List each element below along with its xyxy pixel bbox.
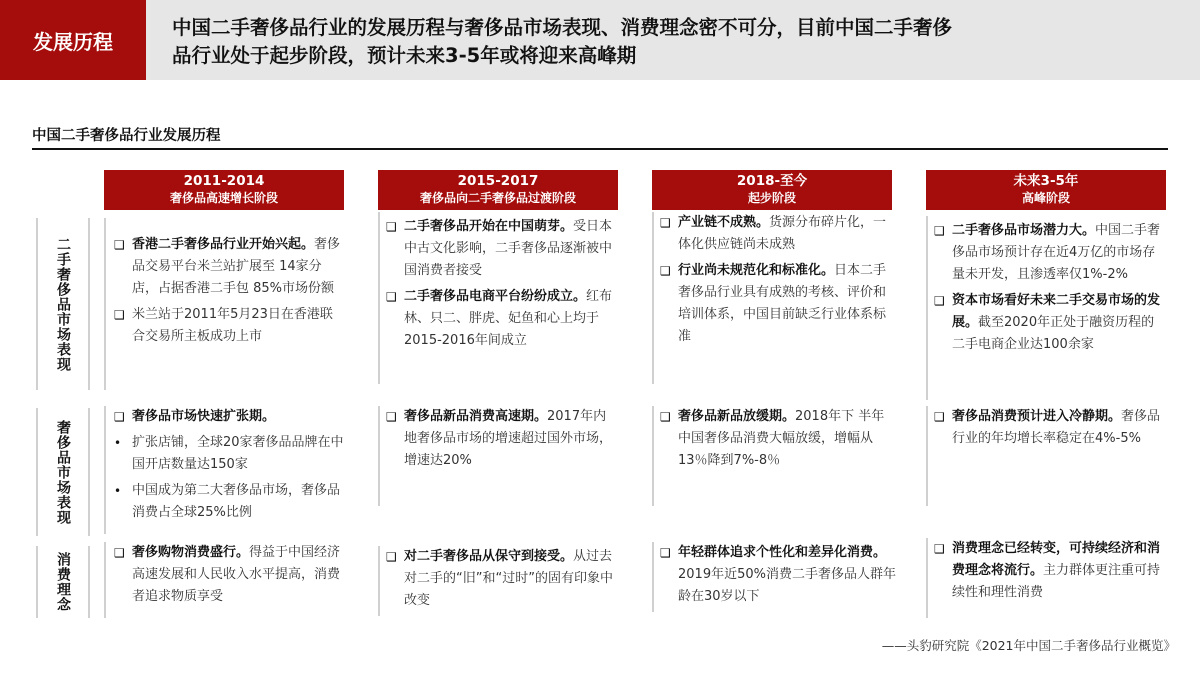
row-label-luxury-market: 奢侈品市场表现: [36, 408, 90, 536]
list-item: ❑ 消费理念已经转变，可持续经济和消费理念将流行。主力群体更注重可持续性和理性消费: [934, 538, 1162, 604]
cell-r2c3: [926, 538, 1162, 618]
row-label-consumption-concept: 消费理念: [36, 546, 90, 618]
list-item: ❑ 奢侈品消费预计进入冷静期。奢侈品行业的年均增长率稳定在4%-5%: [934, 406, 1162, 450]
cell-r2c2: [652, 542, 902, 612]
list-item: ❑ 米兰站于2011年5月23日在香港联合交易所主板成功上市: [114, 304, 344, 348]
cell-r0c2: [652, 212, 892, 384]
list-item: ❑ 资本市场看好未来二手交易市场的发展。截至2020年正处于融资历程的二手电商企业达100余家: [934, 290, 1162, 356]
list-item: ❑ 年轻群体追求个性化和差异化消费。2019年近50%消费二手奢侈品人群年龄在30岁以下: [660, 542, 902, 608]
phase-stage: 奢侈品向二手奢侈品过渡阶段: [419, 191, 576, 205]
cell-r1c0: [104, 406, 344, 534]
phase-period: 2011-2014: [183, 173, 265, 189]
checkbox-bullet-icon: ❑: [660, 216, 671, 230]
phase-period: 未来3-5年: [1013, 173, 1079, 189]
list-item: • 扩张店铺，全球20家奢侈品品牌在中国开店数量达150家: [114, 432, 344, 476]
checkbox-bullet-icon: ❑: [114, 546, 125, 560]
list-item: ❑ 奢侈品新品放缓期。2018年下 半年中国奢侈品消费大幅放缓，增幅从13％降到7%-8％: [660, 406, 892, 472]
checkbox-bullet-icon: ❑: [660, 410, 671, 424]
list-item: • 中国成为第二大奢侈品市场，奢侈品消费占全球25%比例: [114, 480, 344, 524]
phase-header-2: [378, 170, 618, 210]
checkbox-bullet-icon: ❑: [934, 410, 945, 424]
phase-stage: 高峰阶段: [1021, 191, 1070, 205]
checkbox-bullet-icon: ❑: [114, 410, 125, 424]
checkbox-bullet-icon: ❑: [114, 238, 125, 252]
phase-header-3: [652, 170, 892, 210]
phase-header-1: [104, 170, 344, 210]
list-item: ❑ 奢侈品新品消费高速期。2017年内地奢侈品市场的增速超过国外市场， 增速达20%: [386, 406, 618, 472]
list-item: ❑ 奢侈品市场快速扩张期。: [114, 406, 344, 428]
checkbox-bullet-icon: ❑: [934, 542, 945, 556]
cell-r0c3: [926, 216, 1162, 400]
cell-r0c1: [378, 212, 618, 384]
list-item: ❑ 奢侈购物消费盛行。得益于中国经济高速发展和人民收入水平提高，消费者追求物质享受: [114, 542, 344, 608]
row-label-secondhand-market: 二手奢侈品市场表现: [36, 218, 90, 390]
checkbox-bullet-icon: ❑: [934, 224, 945, 238]
dot-bullet-icon: •: [114, 436, 122, 450]
page-title: [172, 14, 1092, 70]
cell-r1c2: [652, 406, 892, 506]
list-item: ❑ 二手奢侈品开始在中国萌芽。受日本中古文化影响，二手奢侈品逐渐被中国消费者接受: [386, 216, 618, 282]
phase-stage: 奢侈品高速增长阶段: [169, 191, 278, 205]
phase-header-4: [926, 170, 1166, 210]
phase-stage: 起步阶段: [747, 191, 796, 205]
list-item: ❑ 香港二手奢侈品行业开始兴起。奢侈品交易平台米兰站扩展至 14家分店，占据香港二手包 85%市场份额: [114, 234, 344, 300]
list-item: ❑ 二手奢侈品电商平台纷纷成立。红布林、只二、胖虎、妃鱼和心上均于2015-2016年间成立: [386, 286, 618, 352]
list-item: ❑ 产业链不成熟。货源分布碎片化，一体化供应链尚未成熟: [660, 212, 892, 256]
list-item: ❑ 二手奢侈品市场潜力大。中国二手奢侈品市场预计存在近4万亿的市场存量未开发，且渗透率仅1%-2%: [934, 220, 1162, 286]
title-line-1: 中国二手奢侈品行业的发展历程与奢侈品市场表现、消费理念密不可分，目前中国二手奢侈: [172, 16, 953, 39]
list-item: ❑ 行业尚未规范化和标准化。日本二手奢侈品行业具有成熟的考核、评价和培训体系，中国目前缺乏行业体系标准: [660, 260, 892, 348]
cell-r2c0: [104, 542, 344, 618]
cell-r1c3: [926, 406, 1162, 506]
checkbox-bullet-icon: ❑: [386, 550, 397, 564]
checkbox-bullet-icon: ❑: [660, 546, 671, 560]
checkbox-bullet-icon: ❑: [934, 294, 945, 308]
checkbox-bullet-icon: ❑: [386, 220, 397, 234]
dot-bullet-icon: •: [114, 484, 122, 498]
checkbox-bullet-icon: ❑: [386, 290, 397, 304]
cell-r2c1: [378, 546, 618, 616]
list-item: ❑ 对二手奢侈品从保守到接受。从过去对二手的“旧”和“过时”的固有印象中改变: [386, 546, 618, 612]
section-subtitle: 中国二手奢侈品行业发展历程: [32, 128, 221, 144]
source-citation: ——头豹研究院《2021年中国二手奢侈品行业概览》: [881, 638, 1176, 653]
cell-r0c0: [104, 218, 344, 390]
checkbox-bullet-icon: ❑: [114, 308, 125, 322]
phase-period: 2018-至今: [736, 173, 808, 189]
section-tag: 发展历程: [0, 0, 146, 80]
phase-period: 2015-2017: [457, 173, 539, 189]
subtitle-divider: [32, 148, 1168, 150]
checkbox-bullet-icon: ❑: [660, 264, 671, 278]
checkbox-bullet-icon: ❑: [386, 410, 397, 424]
cell-r1c1: [378, 406, 618, 506]
title-line-2: 品行业处于起步阶段，预计未来3-5年或将迎来高峰期: [172, 44, 637, 67]
